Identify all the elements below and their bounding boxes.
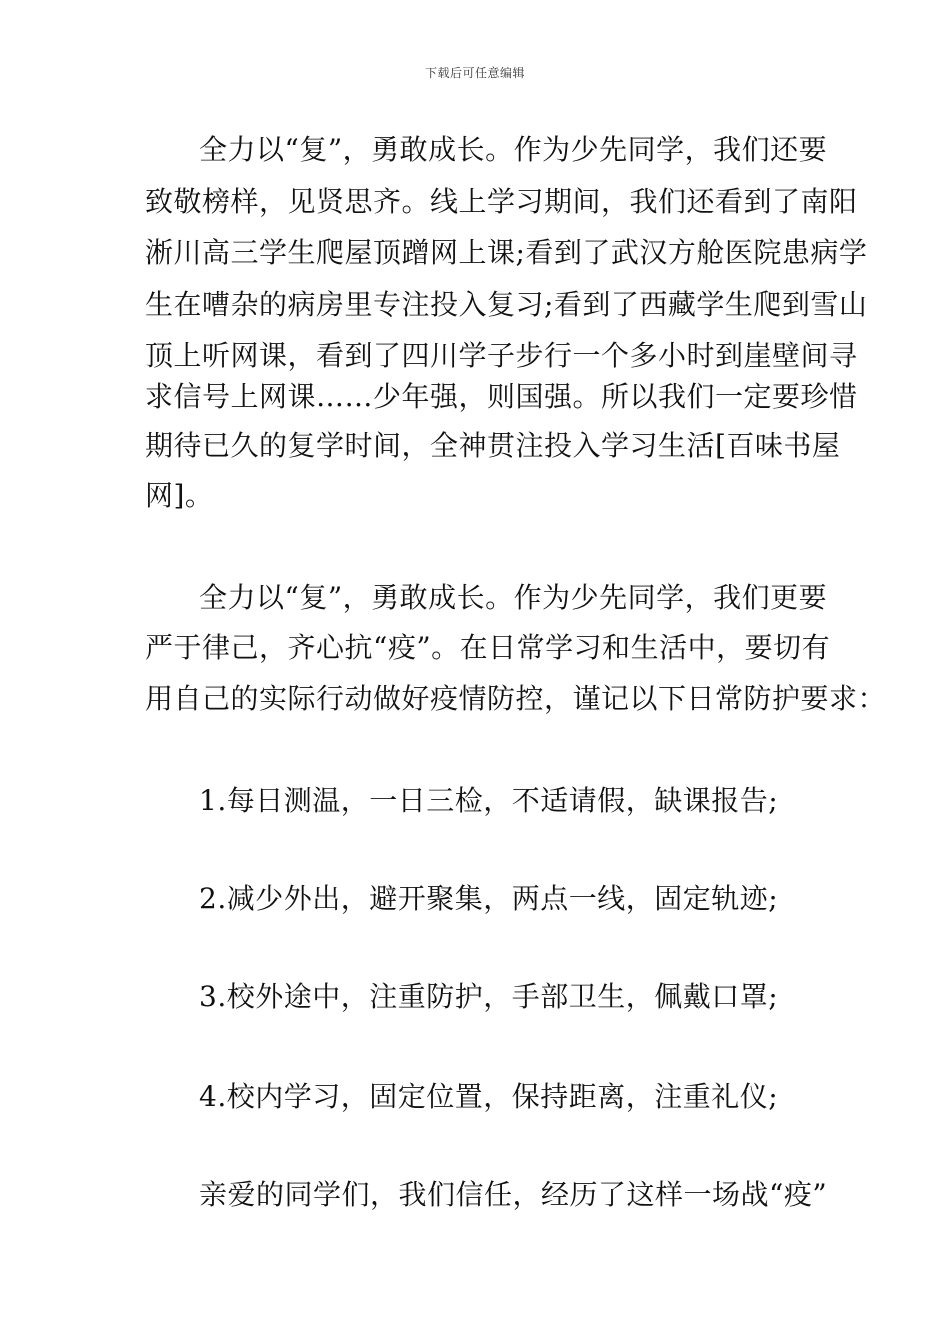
paragraph-1-line-4: 生在嘈杂的病房里专注投入复习;看到了西藏学生爬到雪山: [145, 288, 868, 321]
list-item-3: 3.校外途中，注重防护，手部卫生，佩戴口罩;: [199, 980, 779, 1013]
page-header-note: 下载后可任意编辑: [424, 66, 525, 80]
paragraph-2-line-3: 用自己的实际行动做好疫情防控，谨记以下日常防护要求：: [145, 682, 887, 715]
paragraph-1-line-7: 期待已久的复学时间，全神贯注投入学习生活[百味书屋: [145, 429, 841, 462]
paragraph-1-line-6: 求信号上网课……少年强，则国强。所以我们一定要珍惜: [145, 380, 858, 413]
paragraph-2-line-1: 全力以“复”，勇敢成长。作为少先同学，我们更要: [199, 581, 828, 614]
paragraph-1-line-1: 全力以“复”，勇敢成长。作为少先同学，我们还要: [199, 133, 828, 166]
paragraph-1-line-5: 顶上听网课，看到了四川学子步行一个多小时到崖壁间寻: [145, 339, 858, 372]
paragraph-1-line-2: 致敬榜样，见贤思齐。线上学习期间，我们还看到了南阳: [145, 185, 858, 218]
list-item-1: 1.每日测温，一日三检，不适请假，缺课报告;: [199, 784, 779, 817]
paragraph-1-line-3: 淅川高三学生爬屋顶蹭网上课;看到了武汉方舱医院患病学: [145, 236, 868, 269]
closing-line: 亲爱的同学们，我们信任，经历了这样一场战“疫”: [199, 1178, 828, 1211]
list-item-4: 4.校内学习，固定位置，保持距离，注重礼仪;: [199, 1080, 779, 1113]
list-item-2: 2.减少外出，避开聚集，两点一线，固定轨迹;: [199, 882, 779, 915]
paragraph-1-line-8: 网]。: [145, 479, 214, 512]
paragraph-2-line-2: 严于律己，齐心抗“疫”。在日常学习和生活中，要切有: [145, 631, 831, 664]
